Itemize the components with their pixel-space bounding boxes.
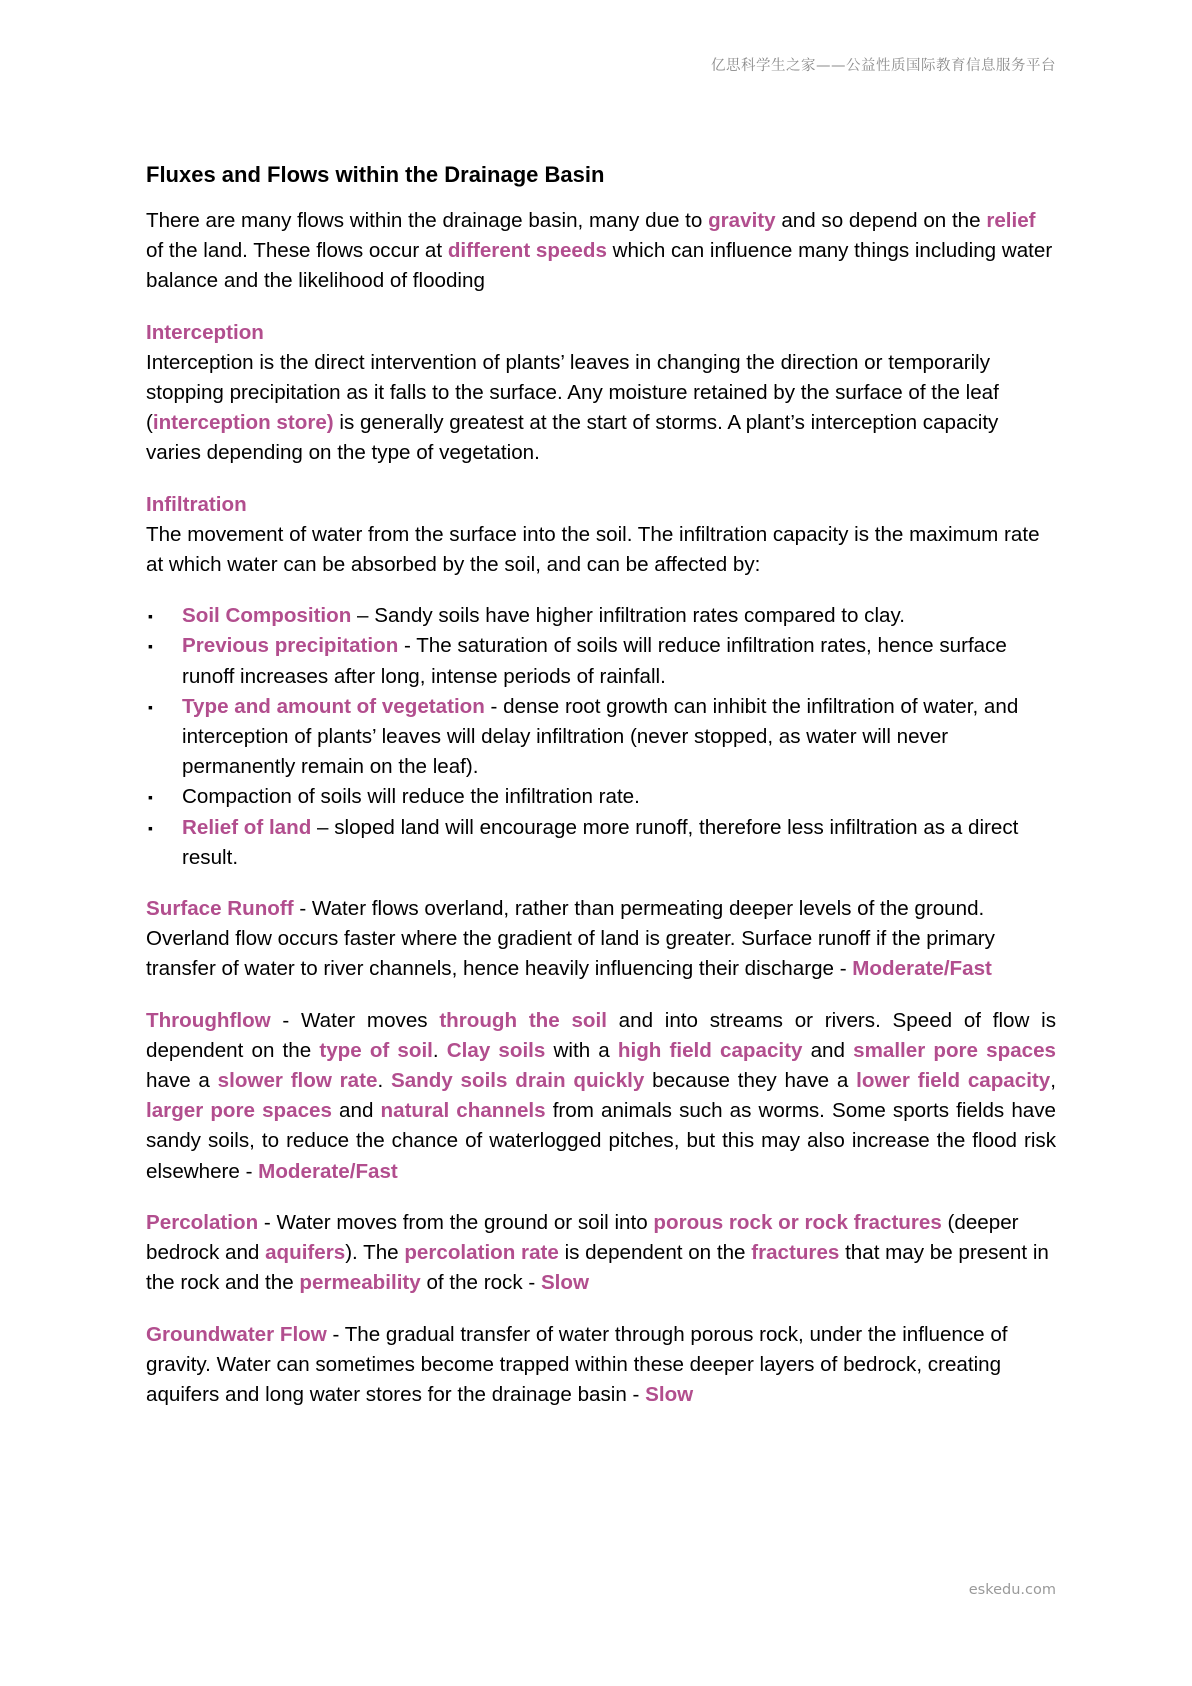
interception-section: Interception Interception is the direct intervention of plants’ leaves in changing the direction or temporarily stopping precipitation as it falls to the surface. Any moisture retained by the surface of the leaf (interception store) is generally greatest at the start of storms. A plant’s interception capacity varies depending on the type of vegetation.: [146, 318, 1056, 469]
infiltration-section: [146, 490, 1056, 581]
groundwater-paragraph: Groundwater Flow - The gradual transfer of water through porous rock, under the influence of gravity. Water can sometimes become trapped within these deeper layers of bedrock, creating aquifers and long water stores for the drainage basin - Slow: [146, 1322, 1008, 1406]
term-interception-store: interception store): [152, 411, 334, 435]
percolation-paragraph: Percolation - Water moves from the ground or soil into porous rock or rock fractures (deeper bedrock and aquifers). The percolation rate is dependent on the fractures that may be present in the rock and the permeability of the rock - Slow: [146, 1210, 1049, 1295]
speed-label: Moderate/Fast: [852, 957, 992, 981]
list-item: ▪ Relief of land – sloped land will encourage more runoff, therefore less infiltration as a direct result.: [146, 813, 1056, 873]
throughflow-heading: Throughflow: [146, 1008, 271, 1032]
intro-paragraph: There are many flows within the drainage basin, many due to gravity and so depend on the relief of the land. These flows occur at different speeds which can influence many things including water balance and the likelihood of flooding: [146, 209, 1053, 293]
bullet-icon: ▪: [148, 789, 153, 806]
throughflow-paragraph: Throughflow - Water moves through the soil and into streams or rivers. Speed of flow is dependent on the type of soil. Clay soils with a high field capacity and smaller pore spaces have a slower flow rate. Sandy soils drain quickly because they have a lower field capacity, larger pore spaces and natural channels from animals such as worms. Some sports fields have sandy soils, to reduce the chance of waterlogged pitches, but this may also increase the flood risk elsewhere - Moderate/Fast: [146, 1008, 1057, 1183]
percolation-heading: Percolation: [146, 1210, 259, 1234]
document-body: [146, 158, 1056, 1431]
bullet-icon: ▪: [148, 698, 153, 715]
speed-label: Moderate/Fast: [258, 1159, 398, 1183]
page-title: Fluxes and Flows within the Drainage Basin: [146, 162, 605, 187]
infiltration-factors-list: [146, 601, 1056, 873]
bullet-icon: ▪: [148, 819, 153, 836]
page-header: 亿思科学生之家——公益性质国际教育信息服务平台: [711, 58, 1056, 74]
bullet-icon: ▪: [148, 608, 153, 625]
groundwater-heading: Groundwater Flow: [146, 1322, 327, 1346]
infiltration-text: The movement of water from the surface into the soil. The infiltration capacity is the maximum rate at which water can be absorbed by the soil, and can be affected by:: [146, 522, 1040, 577]
term-gravity: gravity: [708, 209, 776, 232]
list-item: ▪ Type and amount of vegetation - dense root growth can inhibit the infiltration of water, and interception of plants’ leaves will delay infiltration (never stopped, as water will never permanently remain on the leaf).: [146, 692, 1056, 783]
bullet-icon: ▪: [148, 638, 153, 655]
term-different-speeds: different speeds: [447, 239, 607, 263]
infiltration-heading: Infiltration: [146, 492, 247, 516]
speed-label: Slow: [645, 1382, 694, 1406]
list-item: ▪ Compaction of soils will reduce the infiltration rate.: [146, 782, 1056, 812]
surface-runoff-paragraph: Surface Runoff - Water flows overland, rather than permeating deeper levels of the ground. Overland flow occurs faster where the gradient of land is greater. Surface runoff if the primary transfer of water to river channels, hence heavily influencing their discharge - Moderate/Fast: [146, 897, 995, 981]
speed-label: Slow: [540, 1271, 589, 1295]
term-relief: relief: [986, 209, 1036, 232]
interception-heading: Interception: [146, 320, 264, 344]
list-item: ▪ Previous precipitation - The saturation of soils will reduce infiltration rates, hence surface runoff increases after long, intense periods of rainfall.: [146, 631, 1056, 691]
page-footer: eskedu.com: [968, 1582, 1056, 1598]
list-item: ▪ Soil Composition – Sandy soils have higher infiltration rates compared to clay.: [146, 601, 1056, 631]
surface-runoff-heading: Surface Runoff: [146, 897, 294, 921]
